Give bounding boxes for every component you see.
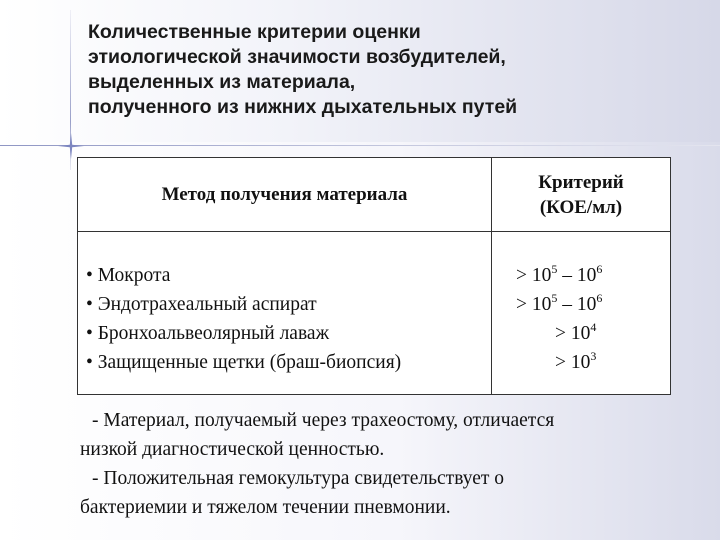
- note-line: - Материал, получаемый через трахеостому, отличается: [92, 410, 555, 431]
- criterion-value: [492, 290, 670, 319]
- sparkle-icon: [58, 133, 84, 159]
- header-criterion-line1: Критерий: [538, 171, 624, 193]
- method-item: • Защищенные щетки (браш-биопсия): [86, 352, 402, 373]
- title-line: этиологической значимости возбудителей,: [88, 46, 506, 68]
- header-criterion: [492, 158, 670, 231]
- criteria-list: [492, 261, 670, 377]
- criterion-exponent: 5: [551, 262, 558, 276]
- criteria-table: [77, 157, 671, 395]
- methods-list: [86, 261, 486, 377]
- criterion-base: > 10: [555, 352, 591, 373]
- criterion-exponent: 4: [590, 320, 597, 334]
- title-line: полученного из нижних дыхательных путей: [88, 96, 518, 118]
- title-line: выделенных из материала,: [88, 71, 356, 93]
- header-method: Метод получения материала: [161, 183, 408, 205]
- criterion-base: – 10: [557, 265, 597, 286]
- criterion-base: – 10: [557, 294, 597, 315]
- note-line: низкой диагностической ценностью.: [80, 439, 385, 460]
- note-line: бактериемии и тяжелом течении пневмонии.: [80, 497, 451, 518]
- criterion-base: > 10: [516, 294, 552, 315]
- note-line: - Положительная гемокультура свидетельствует о: [92, 468, 505, 489]
- criterion-exponent: 6: [596, 291, 603, 305]
- criterion-base: > 10: [555, 323, 591, 344]
- criterion-exponent: 6: [596, 262, 603, 276]
- criterion-base: > 10: [516, 265, 552, 286]
- criterion-value: [492, 348, 670, 377]
- header-criterion-line2: (КОЕ/мл): [539, 196, 623, 218]
- method-item: • Мокрота: [86, 265, 171, 286]
- decorative-horizontal-line: [0, 145, 720, 146]
- criterion-value: [492, 319, 670, 348]
- criterion-value: [492, 261, 670, 290]
- table-row-divider: [78, 231, 670, 232]
- criterion-exponent: 3: [590, 349, 597, 363]
- slide-title: [88, 20, 698, 120]
- method-item: • Бронхоальвеолярный лаваж: [86, 323, 330, 344]
- method-item: • Эндотрахеальный аспират: [86, 294, 317, 315]
- title-line: Количественные критерии оценки: [88, 21, 421, 43]
- criterion-exponent: 5: [551, 291, 558, 305]
- notes: [80, 406, 710, 522]
